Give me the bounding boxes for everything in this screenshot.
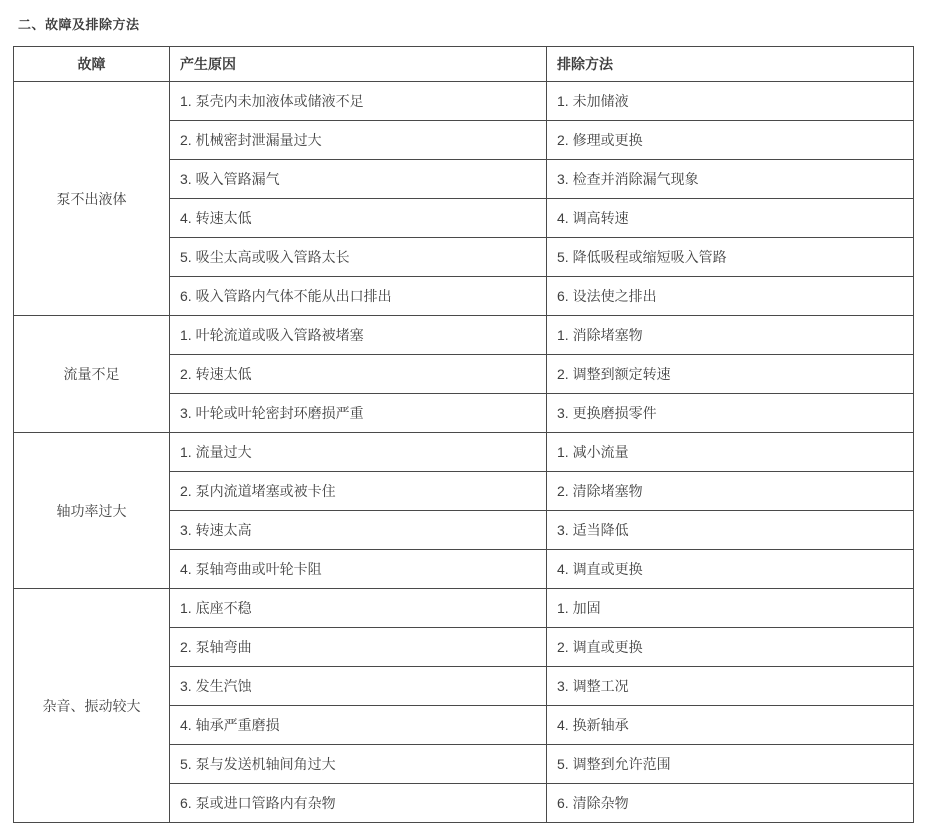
fault-cell: 轴功率过大 <box>14 433 170 589</box>
table-row <box>14 433 914 472</box>
cause-cell: 1. 流量过大 <box>170 433 547 472</box>
cause-cell: 1. 叶轮流道或吸入管路被堵塞 <box>170 316 547 355</box>
cause-cell: 3. 叶轮或叶轮密封环磨损严重 <box>170 394 547 433</box>
cause-cell: 2. 泵轴弯曲 <box>170 628 547 667</box>
remedy-cell: 4. 换新轴承 <box>547 706 914 745</box>
remedy-cell: 2. 调直或更换 <box>547 628 914 667</box>
remedy-cell: 4. 调高转速 <box>547 199 914 238</box>
remedy-cell: 1. 加固 <box>547 589 914 628</box>
table-header-row <box>14 47 914 82</box>
table-row <box>14 316 914 355</box>
fault-cell: 杂音、振动较大 <box>14 589 170 823</box>
table-row <box>14 82 914 121</box>
header-fault: 故障 <box>14 47 170 82</box>
remedy-cell: 4. 调直或更换 <box>547 550 914 589</box>
table-row <box>14 589 914 628</box>
remedy-cell: 2. 清除堵塞物 <box>547 472 914 511</box>
remedy-cell: 6. 设法使之排出 <box>547 277 914 316</box>
cause-cell: 1. 底座不稳 <box>170 589 547 628</box>
cause-cell: 4. 轴承严重磨损 <box>170 706 547 745</box>
remedy-cell: 1. 消除堵塞物 <box>547 316 914 355</box>
header-cause: 产生原因 <box>170 47 547 82</box>
cause-cell: 2. 转速太低 <box>170 355 547 394</box>
cause-cell: 5. 吸尘太高或吸入管路太长 <box>170 238 547 277</box>
cause-cell: 5. 泵与发送机轴间角过大 <box>170 745 547 784</box>
remedy-cell: 2. 调整到额定转速 <box>547 355 914 394</box>
header-remedy: 排除方法 <box>547 47 914 82</box>
cause-cell: 6. 吸入管路内气体不能从出口排出 <box>170 277 547 316</box>
remedy-cell: 5. 降低吸程或缩短吸入管路 <box>547 238 914 277</box>
fault-cell: 泵不出液体 <box>14 82 170 316</box>
cause-cell: 2. 泵内流道堵塞或被卡住 <box>170 472 547 511</box>
remedy-cell: 1. 减小流量 <box>547 433 914 472</box>
cause-cell: 3. 转速太高 <box>170 511 547 550</box>
fault-cell: 流量不足 <box>14 316 170 433</box>
fault-table <box>13 46 914 823</box>
remedy-cell: 6. 清除杂物 <box>547 784 914 823</box>
cause-cell: 4. 泵轴弯曲或叶轮卡阻 <box>170 550 547 589</box>
fault-table-body <box>14 82 914 823</box>
remedy-cell: 3. 调整工况 <box>547 667 914 706</box>
remedy-cell: 3. 更换磨损零件 <box>547 394 914 433</box>
page-title: 二、故障及排除方法 <box>18 17 140 32</box>
remedy-cell: 5. 调整到允许范围 <box>547 745 914 784</box>
cause-cell: 4. 转速太低 <box>170 199 547 238</box>
cause-cell: 2. 机械密封泄漏量过大 <box>170 121 547 160</box>
cause-cell: 1. 泵壳内未加液体或储液不足 <box>170 82 547 121</box>
remedy-cell: 3. 适当降低 <box>547 511 914 550</box>
remedy-cell: 2. 修理或更换 <box>547 121 914 160</box>
cause-cell: 3. 发生汽蚀 <box>170 667 547 706</box>
remedy-cell: 3. 检查并消除漏气现象 <box>547 160 914 199</box>
remedy-cell: 1. 未加储液 <box>547 82 914 121</box>
cause-cell: 6. 泵或进口管路内有杂物 <box>170 784 547 823</box>
cause-cell: 3. 吸入管路漏气 <box>170 160 547 199</box>
